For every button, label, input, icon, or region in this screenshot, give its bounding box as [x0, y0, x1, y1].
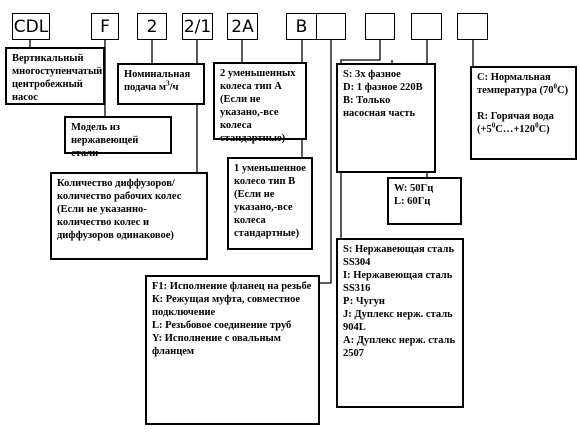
- code-cell-impeller-a: 2A: [227, 13, 258, 40]
- box-temperature: С: Нормальная температура $(70^0С)$ R: Горячая вода $(+5^0С\dots+120^0С)$: [470, 66, 577, 160]
- code-cell-flow: 2: [137, 13, 167, 40]
- code-cell-frequency: [411, 13, 442, 40]
- code-cell-stages: 2/1: [182, 13, 213, 40]
- box-connection: F1: Исполнение фланец на резьбе К: Режущая муфта, совместное подключение L: Резьбовое соединение труб Y: Исполнение с овальным фланцем: [145, 275, 320, 425]
- code-cell-material: F: [91, 13, 119, 40]
- box-model: Модель из нержавеющей стали: [64, 116, 172, 154]
- code-cell-connection: [316, 13, 346, 40]
- box-diffusers: Количество диффузоров/ количество рабочих колес (Если не указанно- количество колес и диффузоров одинаковое): [50, 172, 208, 260]
- code-cell-temperature: [457, 13, 488, 40]
- line-connection: [320, 40, 331, 283]
- box-phase: S: 3х фазное D: 1 фазное 220В B: Только насосная часть: [336, 63, 436, 173]
- box-impeller-b: 1 уменьшенное колесо тип В (Если не указано,-все колеса стандартные): [227, 157, 313, 250]
- code-cell-material-code: [365, 13, 395, 40]
- box-frequency: W: 50Гц L: 60Гц: [387, 177, 462, 225]
- box-pump-type: Вертикальный многоступенчатый центробежный насос: [5, 47, 105, 105]
- code-cell-series: CDL: [12, 13, 50, 40]
- box-material: S: Нержавеющая сталь SS304 I: Нержавеющая сталь SS316 Р: Чугун J: Дуплекс нерж. сталь 904L А: Дуплекс нерж. сталь 2507: [336, 238, 464, 408]
- box-nominal-flow: Номинальная подача $м^3/ч$: [117, 63, 205, 105]
- box-impellers-a: 2 уменьшенных колеса тип А (Если не указано,-все колеса стандартные): [213, 62, 307, 140]
- code-cell-impeller-b: B: [286, 13, 317, 40]
